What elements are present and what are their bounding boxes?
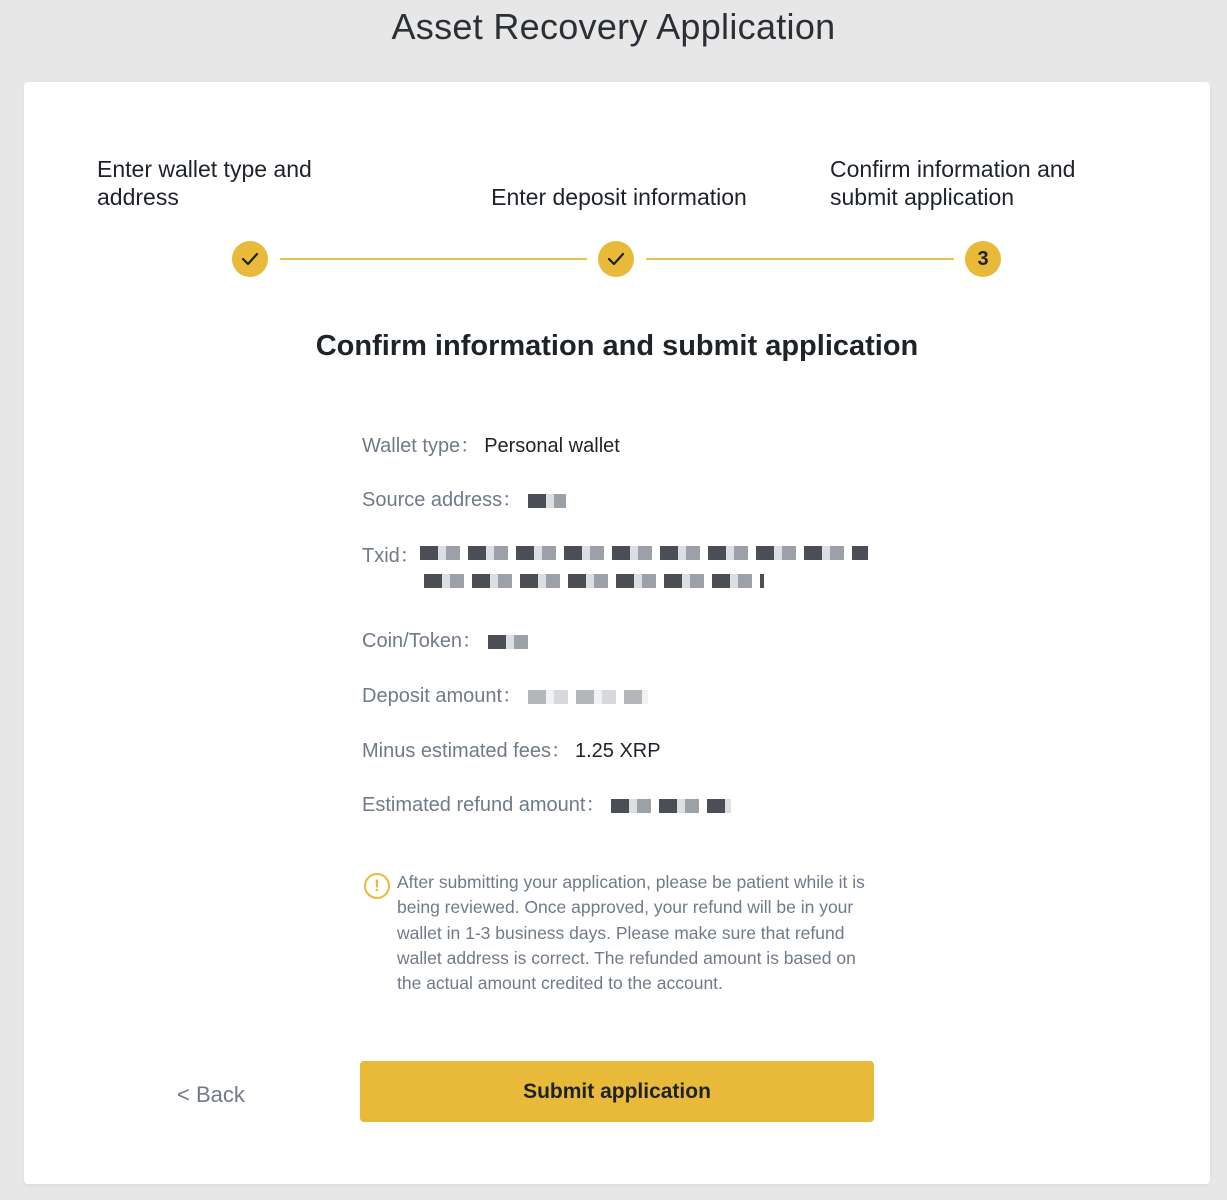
step-connector-2 [646,258,954,260]
page-title: Asset Recovery Application [391,6,836,47]
refund-amount-row [362,792,731,818]
coin-token-row [362,628,528,654]
deposit-amount-label: Deposit amount： [362,685,523,707]
application-card [24,82,1210,1184]
back-link[interactable]: < Back [177,1082,245,1107]
step-connector-1 [280,258,587,260]
step-2-indicator [598,241,634,277]
wallet-type-row [362,433,620,459]
source-address-row [362,487,566,513]
txid-label: Txid： [362,545,420,567]
wallet-type-value: Personal wallet [484,435,620,457]
txid-redacted [412,542,872,602]
source-address-redacted [528,494,566,508]
minus-fees-label: Minus estimated fees： [362,740,571,762]
wallet-type-label: Wallet type： [362,435,481,457]
refund-amount-label: Estimated refund amount： [362,794,606,816]
deposit-amount-redacted [528,690,648,704]
refund-amount-redacted [611,799,731,813]
source-address-label: Source address： [362,489,523,511]
coin-token-label: Coin/Token： [362,630,483,652]
coin-token-redacted [488,635,528,649]
step-1-label: Enter wallet type and address [97,156,312,210]
submit-application-button[interactable]: Submit application [360,1061,874,1122]
checkmark-icon [607,252,625,266]
step-3-indicator: 3 [965,241,1001,277]
step-2-label: Enter deposit information [491,184,747,210]
notice-text: After submitting your application, please be patient while it is being reviewed. Once approved, your refund will be in your wallet in 1-3 business days. Please make sure that refund wallet address is correct. The refunded amount is based on the actual amount credited to the account. [397,872,865,994]
minus-fees-value: 1.25 XRP [574,740,661,762]
warning-icon: ! [364,873,390,899]
deposit-amount-row [362,683,648,709]
step-3-label: Confirm information and submit application [830,156,1076,210]
step-1-indicator [232,241,268,277]
checkmark-icon [241,252,259,266]
section-title: Confirm information and submit application [315,330,919,362]
minus-fees-row [362,738,661,764]
